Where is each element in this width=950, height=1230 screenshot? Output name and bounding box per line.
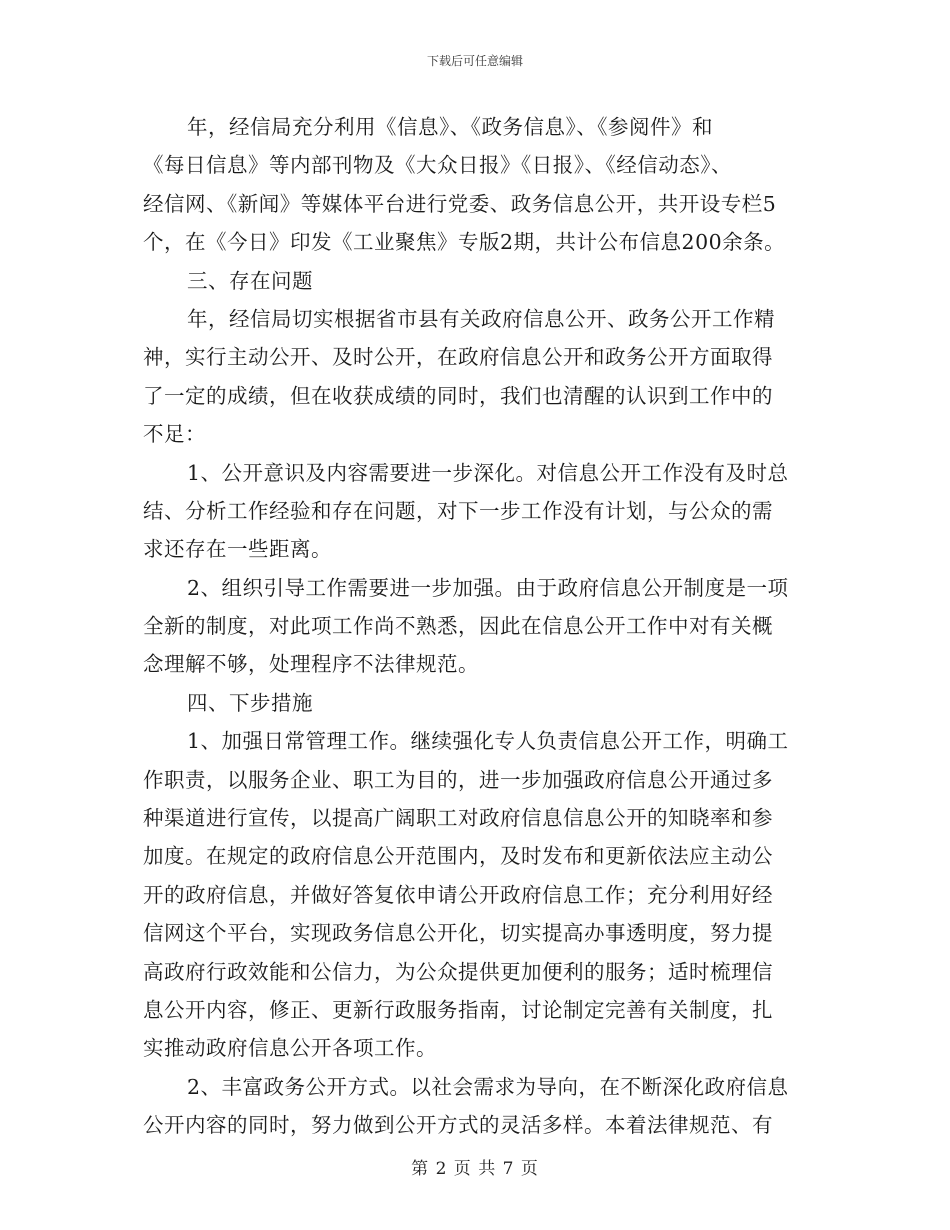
text-line: 作职责，以服务企业、职工为目的，进一步加强政府信息公开通过多 [143, 767, 773, 792]
text-line: 《每日信息》等内部刊物及《大众日报》《日报》、《经信动态》、 [143, 153, 732, 178]
text-line: 公开内容的同时，努力做到公开方式的灵活多样。本着法律规范、有 [143, 1113, 773, 1138]
text-line: 不足： [143, 422, 206, 447]
text-line: 1、加强日常管理工作。继续强化专人负责信息公开工作，明确工 [187, 729, 789, 754]
text-line: 年，经信局充分利用《信息》、《政务信息》、《参阅件》和 [187, 115, 713, 139]
text-line: 实推动政府信息公开各项工作。 [143, 1036, 437, 1061]
text-line: 三、存在问题 [187, 268, 313, 293]
text-line: 开的政府信息，并做好答复依申请公开政府信息工作；充分利用好经 [143, 882, 773, 907]
text-line: 全新的制度，对此项工作尚不熟悉，因此在信息公开工作中对有关概 [143, 614, 773, 639]
text-line: 种渠道进行宣传，以提高广阔职工对政府信息信息公开的知晓率和参 [143, 806, 773, 831]
text-line: 信网这个平台，实现政务信息公开化，切实提高办事透明度，努力提 [143, 921, 773, 946]
text-line: 1、公开意识及内容需要进一步深化。对信息公开工作没有及时总 [187, 460, 789, 485]
page-header: 下载后可任意编辑 [426, 54, 523, 68]
text-line: 结、分析工作经验和存在问题，对下一步工作没有计划，与公众的需 [143, 498, 773, 523]
text-line: 神，实行主动公开、及时公开，在政府信息公开和政务公开方面取得 [143, 345, 773, 370]
text-line: 息公开内容，修正、更新行政服务指南，讨论制定完善有关制度，扎 [143, 997, 773, 1022]
text-line: 念理解不够，处理程序不法律规范。 [143, 652, 479, 677]
text-line: 了一定的成绩，但在收获成绩的同时，我们也清醒的认识到工作中的 [143, 383, 773, 408]
text-line: 经信网、《新闻》等媒体平台进行党委、政务信息公开，共开设专栏5 [143, 191, 777, 216]
text-line: 求还存在一些距离。 [143, 537, 332, 562]
text-line: 2、组织引导工作需要进一步加强。由于政府信息公开制度是一项 [187, 575, 789, 600]
document-body [143, 108, 803, 1145]
text-line: 2、丰富政务公开方式。以社会需求为导向，在不断深化政府信息 [187, 1074, 789, 1099]
page-footer: 第 2 页 共 7 页 [411, 1159, 539, 1179]
text-line: 四、下步措施 [187, 690, 313, 715]
text-line: 年，经信局切实根据省市县有关政府信息公开、政务公开工作精 [187, 306, 775, 331]
text-line: 加度。在规定的政府信息公开范围内，及时发布和更新依法应主动公 [143, 844, 773, 869]
text-line: 高政府行政效能和公信力，为公众提供更加便利的服务；适时梳理信 [143, 959, 773, 984]
text-line: 个，在《今日》印发《工业聚焦》专版2期，共计公布信息200余条。 [143, 230, 786, 255]
